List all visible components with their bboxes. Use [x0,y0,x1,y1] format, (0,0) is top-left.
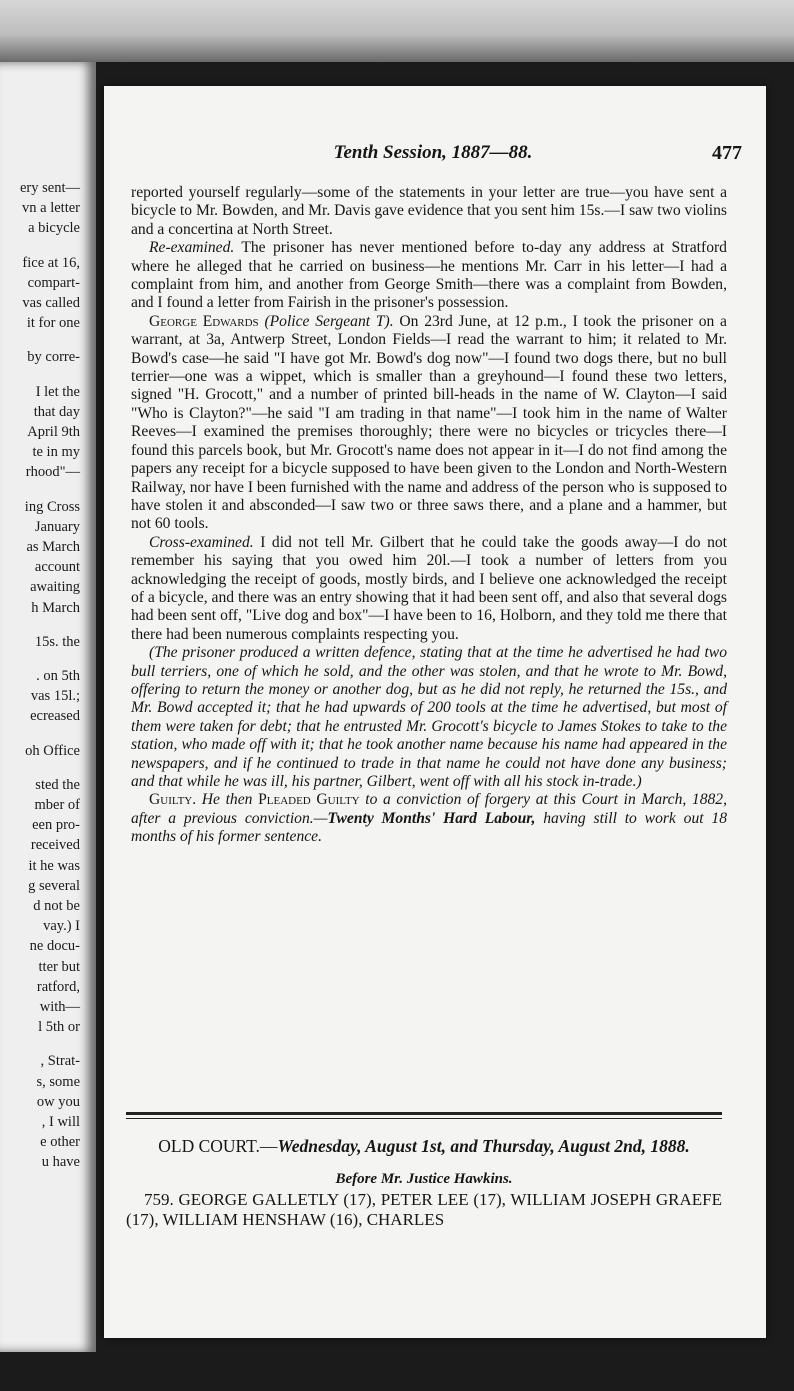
left-page-fragment: ne docu- [29,938,80,955]
case-defendants: 759. GEORGE GALLETLY (17), PETER LEE (17), WILLIAM JOSEPH GRAEFE (17), WILLIAM HENSHAW (16), CHARLES [126,1190,722,1229]
left-page-fragment: by corre- [27,349,80,366]
left-page-fragment: e other [40,1134,80,1151]
paragraph-witness-edwards [131,313,727,534]
section-divider-thin [126,1118,722,1119]
left-page-fragment: vas 15l.; [30,688,80,705]
left-page-fragment: een pro- [32,817,80,834]
left-page-fragment: vas called [22,295,80,311]
left-page-fragment: h March [31,599,80,616]
court-dates: Wednesday, August 1st, and Thursday, August 2nd, 1888. [277,1136,690,1156]
left-page-fragment: u have [41,1154,80,1171]
re-examined-text: The prisoner has never mentioned before to-day any address at Stratford where he alleged that he carried on business—he mentions Mr. Carr in his letter—I had a complaint from him, and another from George Smith—there was a complaint from Bowden, and I found a letter from Fairish in the prisoner's possession. [131,239,727,312]
left-page-margin [0,62,96,1352]
court-name: OLD COURT.— [158,1136,278,1156]
left-page-fragment: as March [26,539,80,555]
left-page-fragment: fice at 16, [22,254,80,271]
left-page-fragment: vay.) I [43,918,80,935]
left-page-fragment: April 9th [27,424,80,440]
sentence: Twenty Months' Hard Labour, [327,809,536,827]
verdict-he-then: He then [201,791,253,809]
left-page-fragment: a bicycle [28,220,80,237]
witness-testimony: On 23rd June, at 12 p.m., I took the prisoner on a warrant, at 3a, Antwerp Street, London Fields—I read the warrant to him; it related to Mr. Bowd's case—he said "I have got Mr. Bowd's dog now"—I found two dogs there, but no bull terrier—one was a wippet, which is smaller than a greyhound—I found these two letters, signed "H. Grocott," and a number of printed bill-heads in the name of W. Clayton—I said "Who is Clayton?"—he said "I am trading in that name"—I took him in the name of Walter Reeves—I examined the premises thoroughly; there were no bicycles or tricycles there—I found this parcels book, but Mr. Grocott's name does not appear in it—I do not find among the papers any receipt for a bicycle supposed to have been given to the London and North-Western Railway, nor have I been furnished with the name and address of the person who is supposed to have stolen it and absconded—I saw two or three saws there, and a plane and a hammer, but not 60 tools. [131,312,727,533]
left-page-fragment: it he was [28,857,80,874]
left-page-fragment: it for one [26,315,80,332]
paragraph-defence: (The prisoner produced a written defence, stating that at the time he advertised he had two bull terriers, one of which he sold, and the other was stolen, and that he wrote to Mr. Bowd, offering to return the money or another dog, but as he did not reply, he returned the 15s., and Mr. Bowd accepted it; that he had upwards of 200 tools at the time he advertised, but most of them were taken for debt; that he entrusted Mr. Grocott's bicycle to James Stokes to take to the station, who made off with it; that he took another name because his name had appeared in the newspapers, and if he continued to trade in that name he could not have done any business; and that while he was ill, his partner, Gilbert, went off with all his stock in-trade.) [131,644,727,790]
left-page-fragment: g several [28,877,80,894]
left-page-fragment: , I will [41,1114,80,1130]
left-page-fragment: compart- [27,274,80,291]
paragraph-cross-examined [131,534,727,644]
left-page-fragment: mber of [34,797,80,813]
witness-name: George Edwards [149,312,259,330]
left-page-fragment: that day [33,403,80,420]
judge-line: Before Mr. Justice Hawkins. [335,1171,513,1187]
left-page-fragment: account [34,559,80,576]
cross-examined-text: I did not tell Mr. Gilbert that he could take the goods away—I do not remember his saying that you owed him 20l.—I took a number of letters from you acknowledging the receipt of goods, mostly birds, and I believe one acknowledged the receipt of a bicycle, and there was an entry showing that it had been sent off, and also that several dogs had been sent off, "Live dog and box"—I have been to 16, Holborn, and they told me there that there had been numerous complaints respecting you. [131,533,727,643]
verdict-remaining: having still to work out 18 months of his former sentence. [131,809,728,846]
section-divider-thick [126,1112,722,1115]
left-page-fragment: sted the [35,776,80,793]
left-page-fragment: tter but [38,958,80,975]
witness-role: (Police Sergeant T). [264,312,394,330]
left-page-fragment: te in my [32,444,80,461]
left-page-fragment: January [34,518,80,535]
left-page-fragment: s, some [36,1073,80,1090]
left-page-fragment: . on 5th [36,668,80,684]
left-page-fragment: 15s. the [34,633,80,650]
verdict: Guilty. [149,791,197,809]
left-page-fragment: awaiting [30,579,80,596]
left-page-fragment: ing Cross [24,498,80,515]
left-page-fragment: ecreased [30,708,80,725]
left-page-fragment: vn a letter [22,200,80,217]
court-heading [126,1136,722,1157]
page-number: 477 [712,142,742,164]
re-examined-label: Re-examined. [149,239,235,257]
paragraph-re-examined [131,239,727,313]
left-page-fragment: I let the [35,383,80,400]
paragraph-continued: reported yourself regularly—some of the statements in your letter are true—you have sent a bicycle to Mr. Bowden, and Mr. Davis gave evidence that you sent him 15s.—I saw two violins and a concertina at North Street. [131,184,727,238]
session-title: Tenth Session, 1887—88. [333,142,533,163]
verdict-pleaded: Pleaded Guilty [258,791,360,809]
left-page-fragment: , Strat- [40,1053,80,1070]
verdict-conviction: to a conviction of forgery at this Court in March, 1882, after a previous conviction.— [131,791,727,827]
left-page-fragment: ratford, [36,978,80,995]
left-page-fragment: received [30,837,80,854]
left-page-fragment: d not be [33,898,80,914]
scan-background [0,0,794,62]
left-page-fragment: l 5th or [38,1019,80,1036]
cross-examined-label: Cross-examined. [149,533,254,551]
left-page-fragment: ow you [36,1093,80,1110]
page [104,86,766,1338]
left-page-fragment: rhood"— [25,464,80,481]
paragraph-verdict [131,791,727,846]
body-text [131,184,727,847]
left-page-fragment: ery sent— [20,180,80,196]
case-heading [126,1190,722,1230]
left-page-fragment: with— [39,999,80,1015]
left-page-fragment: oh Office [25,742,80,759]
running-head [124,142,742,168]
